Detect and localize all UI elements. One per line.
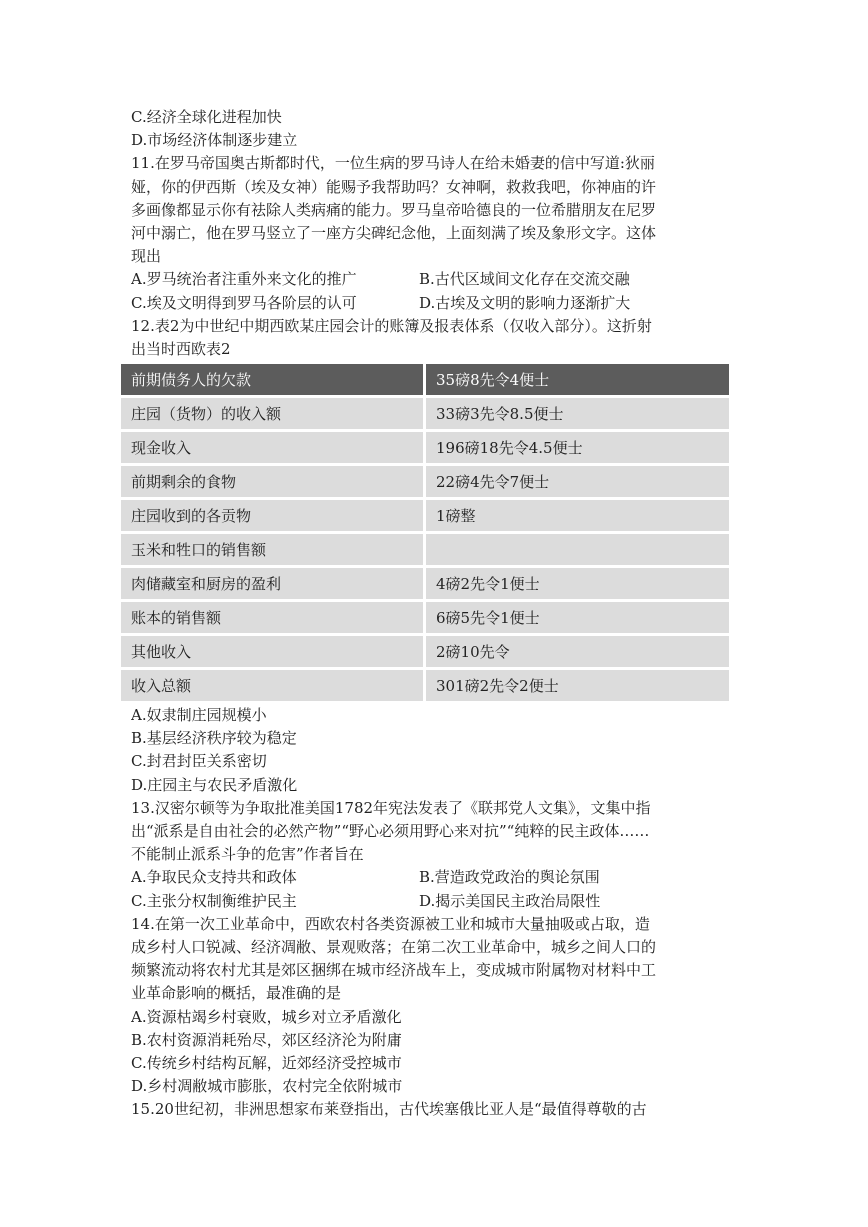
q12-option-d: D.庄园主与农民矛盾激化 — [131, 775, 298, 794]
q13-options-row-2 — [131, 890, 741, 913]
q14-option-c: C.传统乡村结构瓦解，近郊经济受控城市 — [131, 1053, 402, 1072]
table-cell-item: 前期剩余的食物 — [121, 466, 426, 497]
q14-option-a: A.资源枯竭乡村衰败，城乡对立矛盾激化 — [131, 1007, 402, 1026]
q11-option-c: C.埃及文明得到罗马各阶层的认可 — [131, 293, 357, 312]
table-row — [121, 432, 729, 463]
q14-stem-line: 成乡村人口锐减、经济凋敝、景观败落；在第二次工业革命中，城乡之间人口的 — [131, 937, 657, 956]
table-cell-amount: 33磅3先令8.5便士 — [426, 398, 729, 429]
table-cell-amount — [426, 534, 729, 565]
table-cell-item: 庄园（货物）的收入额 — [121, 398, 426, 429]
q11-stem-line: 现出 — [131, 247, 162, 266]
q15-stem-line: 15.20世纪初，非洲思想家布莱登指出，古代埃塞俄比亚人是“最值得尊敬的古 — [131, 1100, 647, 1119]
q13-stem-line: 13.汉密尔顿等为争取批准美国1782年宪法发表了《联邦党人文集》，文集中指 — [131, 798, 651, 817]
table-cell-amount: 2磅10先令 — [426, 636, 729, 667]
question-13 — [131, 797, 741, 913]
q11-options-row-1 — [131, 268, 741, 291]
table-cell-amount: 4磅2先令1便士 — [426, 568, 729, 599]
option-c-prev: C.经济全球化进程加快 — [131, 108, 282, 126]
q13-options-row-1 — [131, 866, 741, 889]
q13-option-a: A.争取民众支持共和政体 — [131, 868, 297, 887]
table-cell-item: 玉米和牲口的销售额 — [121, 534, 426, 565]
q13-stem-line: 不能制止派系斗争的危害”作者旨在 — [131, 845, 364, 864]
q11-stem-line: 11.在罗马帝国奥古斯都时代，一位生病的罗马诗人在给未婚妻的信中写道:狄丽 — [131, 154, 655, 173]
question-12 — [131, 315, 741, 797]
q11-option-b: B.古代区域间文化存在交流交融 — [419, 270, 630, 289]
table-row — [121, 534, 729, 565]
q11-stem-line: 河中溺亡，他在罗马竖立了一座方尖碑纪念他，上面刻满了埃及象形文字。这体 — [131, 223, 657, 242]
income-ledger-table — [121, 361, 729, 704]
q13-option-b: B.营造政党政治的舆论氛围 — [419, 868, 600, 887]
table-cell-amount: 1磅整 — [426, 500, 729, 531]
table-row — [121, 398, 729, 429]
table-row — [121, 500, 729, 531]
q11-stem-line: 娅，你的伊西斯（埃及女神）能赐予我帮助吗？女神啊，救救我吧，你神庙的许 — [131, 177, 657, 196]
question-11 — [131, 152, 741, 314]
q12-stem-line: 出当时西欧表2 — [131, 339, 231, 358]
table-cell-item: 账本的销售额 — [121, 602, 426, 633]
table-cell-item: 收入总额 — [121, 670, 426, 701]
q12-option-c: C.封君封臣关系密切 — [131, 752, 267, 771]
table-header-row — [121, 364, 729, 395]
table-row — [121, 568, 729, 599]
table-cell-amount: 301磅2先令2便士 — [426, 670, 729, 701]
q11-options-row-2 — [131, 292, 741, 315]
table-row — [121, 466, 729, 497]
q11-stem-line: 多画像都显示你有祛除人类病痛的能力。罗马皇帝哈德良的一位希腊朋友在尼罗 — [131, 200, 657, 219]
q14-stem-line: 频繁流动将农村尤其是郊区捆绑在城市经济战车上，变成城市附属物对材料中工 — [131, 961, 657, 980]
table-cell-amount: 196磅18先令4.5便士 — [426, 432, 729, 463]
q12-stem-line: 12.表2为中世纪中期西欧某庄园会计的账簿及报表体系（仅收入部分）。这折射 — [131, 316, 652, 335]
table-row — [121, 670, 729, 701]
table-cell-amount: 35磅8先令4便士 — [426, 364, 729, 395]
option-d-prev: D.市场经济体制逐步建立 — [131, 131, 298, 150]
q13-stem-line: 出“派系是自由社会的必然产物”“野心必须用野心来对抗”“纯粹的民主政体…… — [131, 822, 650, 840]
q13-option-c: C.主张分权制衡维护民主 — [131, 891, 297, 910]
table-cell-amount: 6磅5先令1便士 — [426, 602, 729, 633]
table-cell-item: 其他收入 — [121, 636, 426, 667]
table-row — [121, 636, 729, 667]
q14-stem-line: 14.在第一次工业革命中，西欧农村各类资源被工业和城市大量抽吸或占取，造 — [131, 914, 650, 933]
q14-option-d: D.乡村凋敝城市膨胀，农村完全依附城市 — [131, 1077, 403, 1096]
question-14 — [131, 913, 741, 1099]
q11-option-a: A.罗马统治者注重外来文化的推广 — [131, 270, 357, 289]
table-cell-item: 现金收入 — [121, 432, 426, 463]
question-15 — [131, 1098, 741, 1121]
q12-option-b: B.基层经济秩序较为稳定 — [131, 729, 297, 748]
q14-option-b: B.农村资源消耗殆尽，郊区经济沦为附庸 — [131, 1030, 402, 1049]
q13-option-d: D.揭示美国民主政治局限性 — [419, 891, 601, 910]
q11-option-d: D.古埃及文明的影响力逐渐扩大 — [419, 293, 631, 312]
table-cell-item: 庄园收到的各贡物 — [121, 500, 426, 531]
q12-option-a: A.奴隶制庄园规模小 — [131, 706, 267, 725]
page-content — [131, 106, 741, 1121]
table-cell-amount: 22磅4先令7便士 — [426, 466, 729, 497]
table-cell-item: 前期债务人的欠款 — [121, 364, 426, 395]
table-row — [121, 602, 729, 633]
q14-stem-line: 业革命影响的概括，最准确的是 — [131, 984, 342, 1003]
table-cell-item: 肉储藏室和厨房的盈利 — [121, 568, 426, 599]
